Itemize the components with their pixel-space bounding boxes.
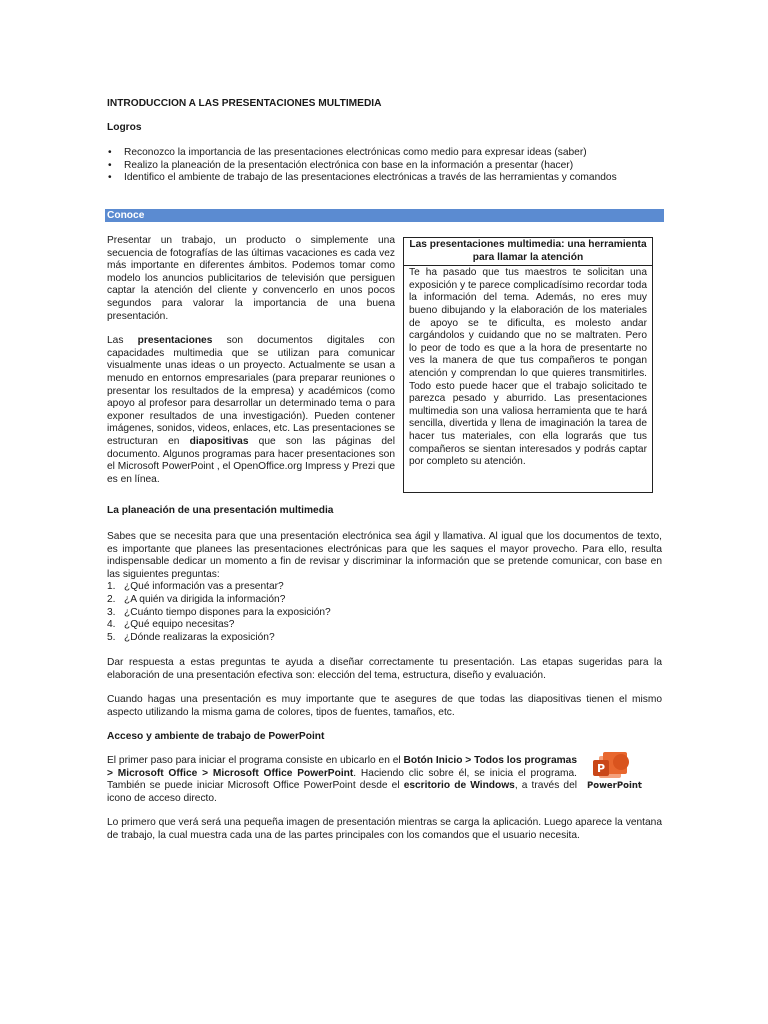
pregunta-text: ¿Dónde realizaras la exposición?: [124, 631, 275, 643]
aspecto-paragraph: Cuando hagas una presentación es muy importante que te asegures de que todas las diapositivas tienen el mismo aspecto utilizando la misma gama de colores, tipos de fuentes, tamaños, etc.: [107, 694, 662, 718]
aspecto-block: [107, 694, 662, 719]
pregunta-text: ¿Qué información vas a presentar?: [124, 581, 284, 593]
pregunta-item: [107, 581, 662, 594]
acceso-p1-block: [107, 755, 577, 805]
planeacion-intro: Sabes que se necesita para que una presentación electrónica sea ágil y llamativa. Al igual que los documentos de texto, es importante que planees las presentaciones electrónicas para que les saques el mayor provecho. Para ello, resulta indispensable dedicar un momento a fin de revisar y discriminar la información que se pretende comunicar, con base en las siguientes preguntas:: [107, 531, 662, 580]
menu-path: Botón Inicio > Todos los programas > Microsoft Office > Microsoft Office PowerPoint: [107, 755, 578, 779]
pregunta-item: [107, 632, 662, 645]
respuesta-block: [107, 657, 662, 682]
pregunta-text: ¿Qué equipo necesitas?: [124, 619, 235, 631]
planeacion-heading-block: [107, 505, 662, 518]
pregunta-item: [107, 594, 662, 607]
text-run: Las: [107, 335, 138, 347]
powerpoint-icon: [585, 750, 659, 782]
svg-text:P: P: [596, 762, 606, 775]
info-box-text: Te ha pasado que tus maestros te solicitan una exposición y te parece complicadísimo recordar toda la información del tema. Además, no eres muy bueno dibujando y la elaboración de los materiales de apoyo se te dificulta, es molesto andar cargándolos y cuidando que no se maltraten. Pero lo peor de todo es que a la hora de presentarte no ves la manera de que tus compañeros te pongan atención y comprendan lo que quieres transmitirles. Todo esto puede hacer que el trabajo solicitado te parezca pesado y aburrido. Las presentaciones multimedia son una valiosa herramienta que te hará sencilla, divertida y llena de imaginación la tarea de hacer tus materiales, con ella lograrás que tus compañeros se sientan interesados y podrás captar por completo su atención.: [409, 267, 647, 468]
pregunta-number: 1.: [107, 581, 116, 593]
pregunta-item: [107, 619, 662, 632]
pregunta-text: ¿Cuánto tiempo dispones para la exposición?: [124, 606, 331, 618]
logros-list: [107, 147, 662, 185]
conoce-section-bar: Conoce: [105, 209, 664, 222]
powerpoint-logo: [585, 750, 659, 794]
conoce-left-column: [107, 235, 395, 498]
acceso-paragraph-1: [107, 755, 577, 805]
pregunta-number: 5.: [107, 631, 116, 643]
pregunta-number: 2.: [107, 593, 116, 605]
planeacion-intro-block: [107, 531, 662, 644]
pregunta-text: ¿A quién va dirigida la información?: [124, 593, 286, 605]
logro-item: • Identifico el ambiente de trabajo de las presentaciones electrónicas a través de las herramientas y comandos: [107, 172, 662, 185]
acceso-p2-block: [107, 817, 662, 842]
conoce-paragraph-2: [107, 335, 395, 486]
logros-heading: Logros: [107, 122, 142, 133]
logros-section: [107, 122, 662, 135]
text-run: que son las páginas del documento. Algunos programas para hacer presentaciones son el Microsoft PowerPoint , el OpenOffice.org Impress y Prezi que es en línea.: [107, 435, 396, 485]
term-diapositivas: diapositivas: [189, 435, 249, 447]
text-run: El primer paso para iniciar el programa consiste en ubicarlo en el: [107, 755, 404, 766]
text-run: son documentos digitales con capacidades multimedia que se utilizan para comunicar visualmente unas ideas o un proyecto. Actualmente se usan a menudo en entornos empresariales (para preparar reuniones o presentar los resultados de la empresa) y académicos (como apoyo al profesor para desarrollar un determinado tema o para exponer resultados de una investigación). Pueden contener imágenes, sonidos, videos, enlaces, etc. Las presentaciones se estructuran en: [107, 335, 395, 447]
powerpoint-logo-text: PowerPoint: [587, 781, 642, 791]
document-title: INTRODUCCION A LAS PRESENTACIONES MULTIMEDIA: [107, 98, 382, 109]
term-escritorio: escritorio de Windows: [403, 780, 515, 792]
conoce-paragraph-1: Presentar un trabajo, un producto o simplemente una secuencia de fotografías de las últimas vacaciones es cada vez más importante en diferentes ámbitos. Podemos tomar como modelo los anuncios publicitarios de televisión que persiguen captar la atención del cliente y convencerlo en unos pocos segundos para valorar la importancia de una buena presentación.: [107, 235, 395, 322]
pregunta-number: 4.: [107, 619, 116, 631]
preguntas-list: [107, 581, 662, 644]
pregunta-item: [107, 607, 662, 620]
acceso-heading: Acceso y ambiente de trabajo de PowerPoint: [107, 731, 325, 742]
respuesta-paragraph: Dar respuesta a estas preguntas te ayuda a diseñar correctamente tu presentación. Las etapas sugeridas para la elaboración de una presentación efectiva son: elección del tema, estructura, diseño y evaluación.: [107, 657, 662, 681]
title-block: [107, 98, 662, 111]
term-presentaciones: presentaciones: [137, 335, 213, 347]
logro-item: • Reconozco la importancia de las presentaciones electrónicas como medio para expresar ideas (saber): [107, 147, 662, 160]
text-run: , a través del icono de acceso directo.: [107, 780, 577, 804]
logros-list-block: [107, 147, 662, 185]
text-run: . Haciendo clic sobre él, se inicia el programa. También se puede iniciar Microsoft Office PowerPoint desde el: [107, 767, 577, 792]
acceso-paragraph-2: Lo primero que verá será una pequeña imagen de presentación mientras se carga la aplicación. Luego aparece la ventana de trabajo, la cual muestra cada una de las partes principales con los comandos que el usuario necesita.: [107, 817, 662, 841]
logro-item: • Realizo la planeación de la presentación electrónica con base en la información a presentar (hacer): [107, 160, 662, 173]
planeacion-heading: La planeación de una presentación multimedia: [107, 505, 334, 516]
info-box-title: Las presentaciones multimedia: una herramienta para llamar la atención: [404, 238, 652, 266]
pregunta-number: 3.: [107, 606, 116, 618]
acceso-heading-block: [107, 731, 662, 744]
info-box: [403, 237, 653, 493]
